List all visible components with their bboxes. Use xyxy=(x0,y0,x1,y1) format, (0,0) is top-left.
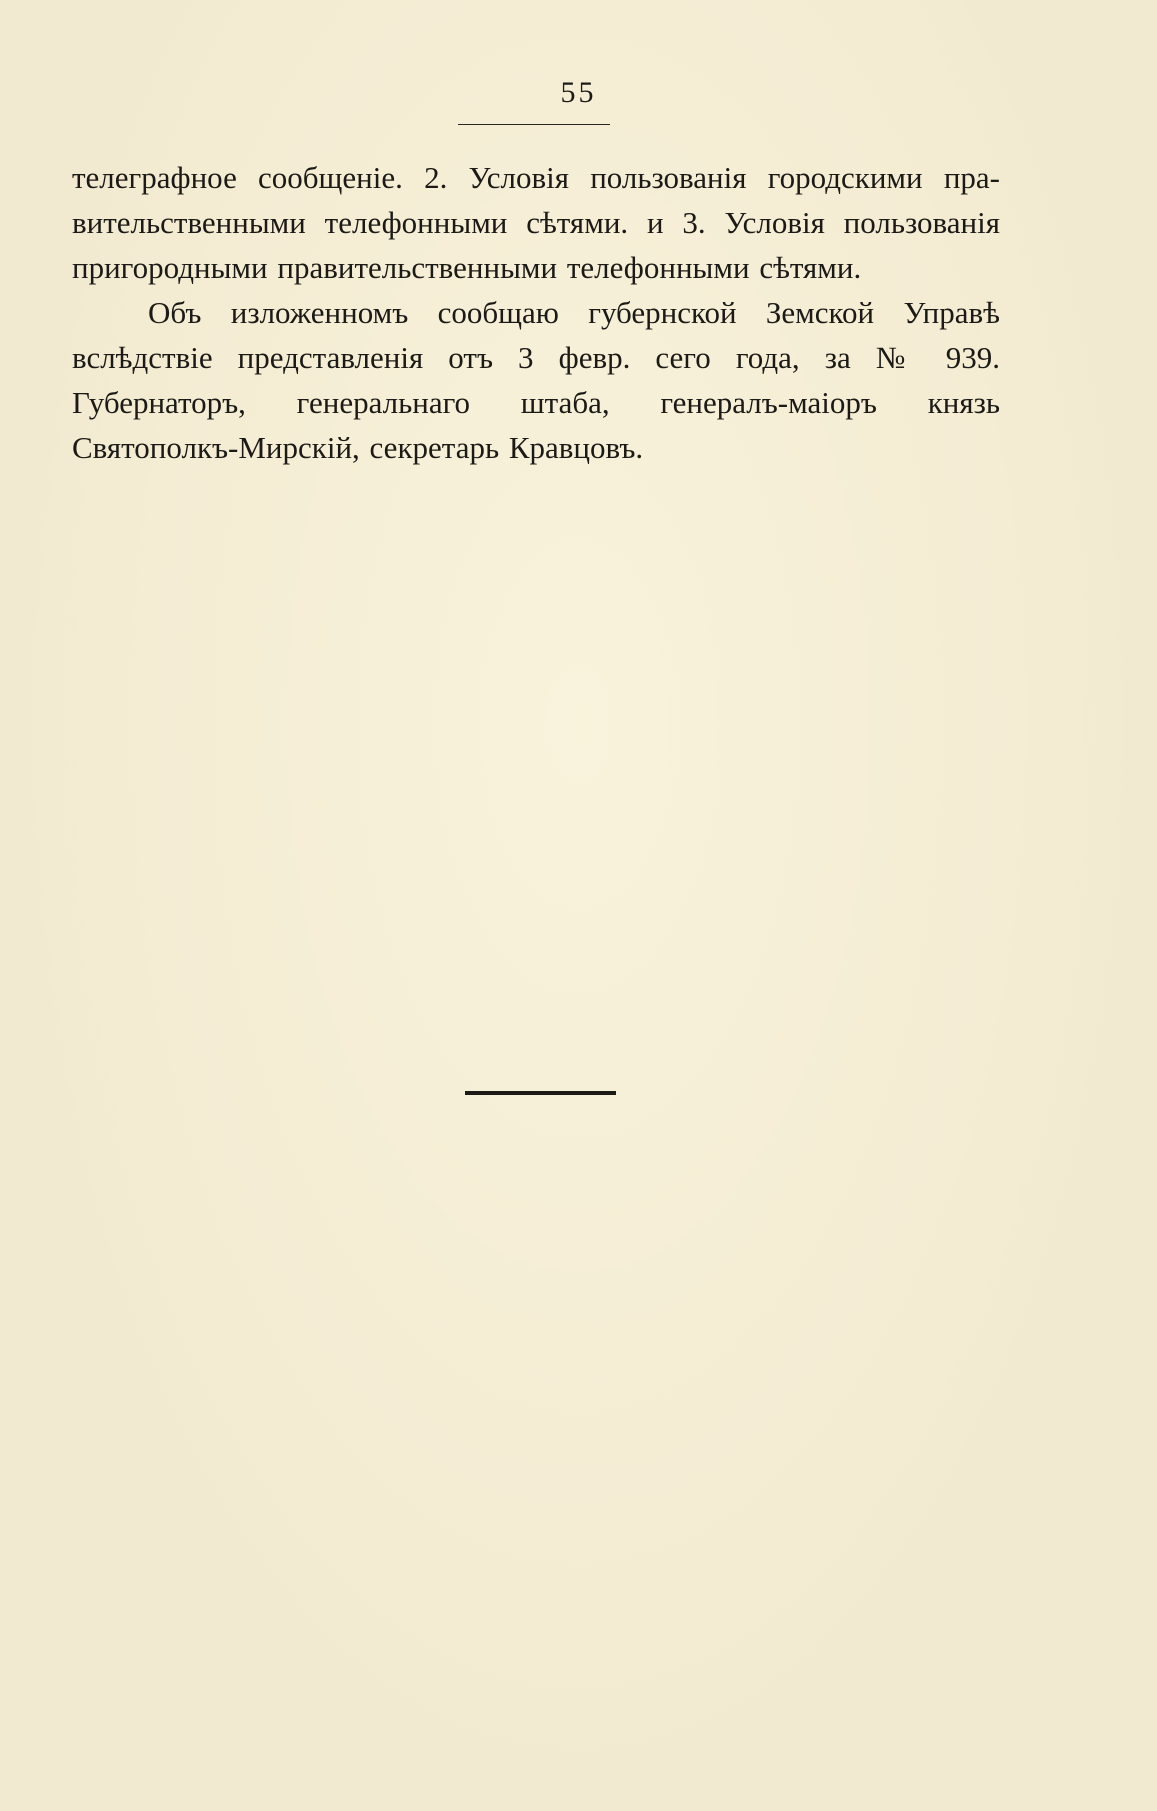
page-number-rule xyxy=(458,124,610,125)
page-number: 55 xyxy=(560,76,597,109)
paragraph-2-line-3: Губернаторъ, генеральнаго штаба, генералъ-маіоръ князь xyxy=(72,385,1000,420)
paragraph-2 xyxy=(72,290,1000,470)
paragraph-2-line-2: вслѣдствіе представленія отъ 3 февр. сего года, за № 939. xyxy=(72,340,1000,375)
paragraph-1-line-3: пригородными правительственными телефонными сѣтями. xyxy=(72,250,862,285)
paragraph-2-line-4: Святополкъ-Мирскій, секретарь Кравцовъ. xyxy=(72,430,644,465)
paragraph-1 xyxy=(72,155,1000,290)
paragraph-1-line-1: телеграфное сообщеніе. 2. Условія пользованія городскими пра- xyxy=(72,160,1000,195)
end-rule xyxy=(465,1091,616,1095)
paragraph-2-line-1: Объ изложенномъ сообщаю губернской Земской Управѣ xyxy=(148,295,1000,330)
body-text xyxy=(72,155,1000,470)
paragraph-1-line-2: вительственными телефонными сѣтями. и 3. Условія пользованія xyxy=(72,205,1000,240)
